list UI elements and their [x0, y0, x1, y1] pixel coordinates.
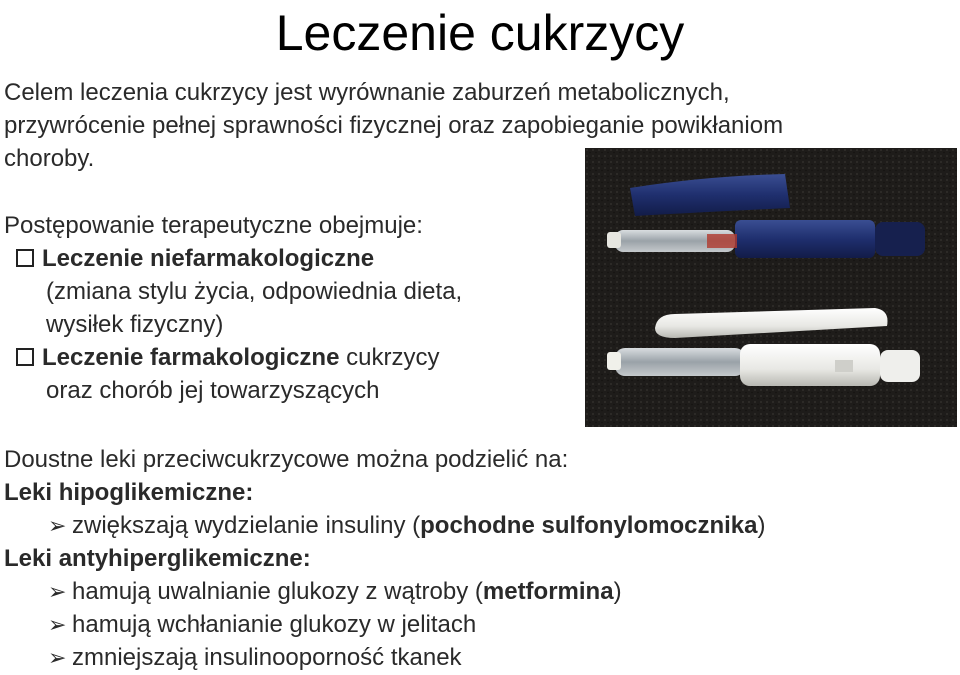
- list-item: [4, 509, 766, 542]
- chevron-right-icon: ➢: [48, 579, 67, 604]
- list-item: [4, 608, 766, 641]
- insulin-pens-photo: [585, 148, 957, 427]
- therapy-item-pharma: [4, 341, 462, 374]
- therapy-item-title: Leczenie niefarmakologiczne: [42, 245, 375, 272]
- therapy-item-title: Leczenie farmakologiczne: [42, 344, 340, 371]
- intro-line: przywrócenie pełnej sprawności fizycznej oraz zapobieganie powikłaniom: [4, 112, 784, 139]
- intro-line: choroby.: [4, 145, 95, 172]
- list-item-text: ): [613, 578, 622, 605]
- list-item-text: zmniejszają insulinooporność tkanek: [72, 644, 462, 671]
- list-item-text: ): [757, 512, 766, 539]
- therapy-item-detail: (zmiana stylu życia, odpowiednia dieta,: [46, 278, 463, 305]
- chevron-right-icon: ➢: [48, 612, 67, 637]
- page-title: Leczenie cukrzycy: [275, 5, 685, 61]
- therapy-item-detail: wysiłek fizyczny): [46, 311, 224, 338]
- group-title-antihyperglycemic: Leki antyhiperglikemiczne:: [4, 545, 311, 572]
- list-item-emphasis: pochodne sulfonylomocznika: [420, 512, 758, 539]
- oral-heading: Doustne leki przeciwcukrzycowe można podzielić na:: [4, 446, 569, 473]
- therapy-heading: Postępowanie terapeutyczne obejmuje:: [4, 212, 423, 239]
- list-item-text: hamują wchłanianie glukozy w jelitach: [72, 611, 477, 638]
- checkbox-outline-icon: [16, 249, 34, 267]
- chevron-right-icon: ➢: [48, 513, 67, 538]
- list-item-text: hamują uwalnianie glukozy z wątroby (: [72, 578, 483, 605]
- therapy-item-nonpharma: [4, 242, 462, 275]
- checkbox-outline-icon: [16, 348, 34, 366]
- therapy-item-rest: cukrzycy: [339, 344, 440, 371]
- chevron-right-icon: ➢: [48, 645, 67, 670]
- therapy-section: [4, 209, 462, 407]
- therapy-item-detail: oraz chorób jej towarzyszących: [46, 377, 380, 404]
- insulin-pens-illustration: [585, 148, 957, 427]
- list-item-text: zwiększają wydzielanie insuliny (: [72, 512, 421, 539]
- list-item: [4, 575, 766, 608]
- intro-line: Celem leczenia cukrzycy jest wyrównanie zaburzeń metabolicznych,: [4, 79, 730, 106]
- list-item-emphasis: metformina: [482, 578, 614, 605]
- list-item: [4, 641, 766, 674]
- oral-drugs-section: [4, 443, 766, 674]
- group-title-hypoglycemic: Leki hipoglikemiczne:: [4, 479, 254, 506]
